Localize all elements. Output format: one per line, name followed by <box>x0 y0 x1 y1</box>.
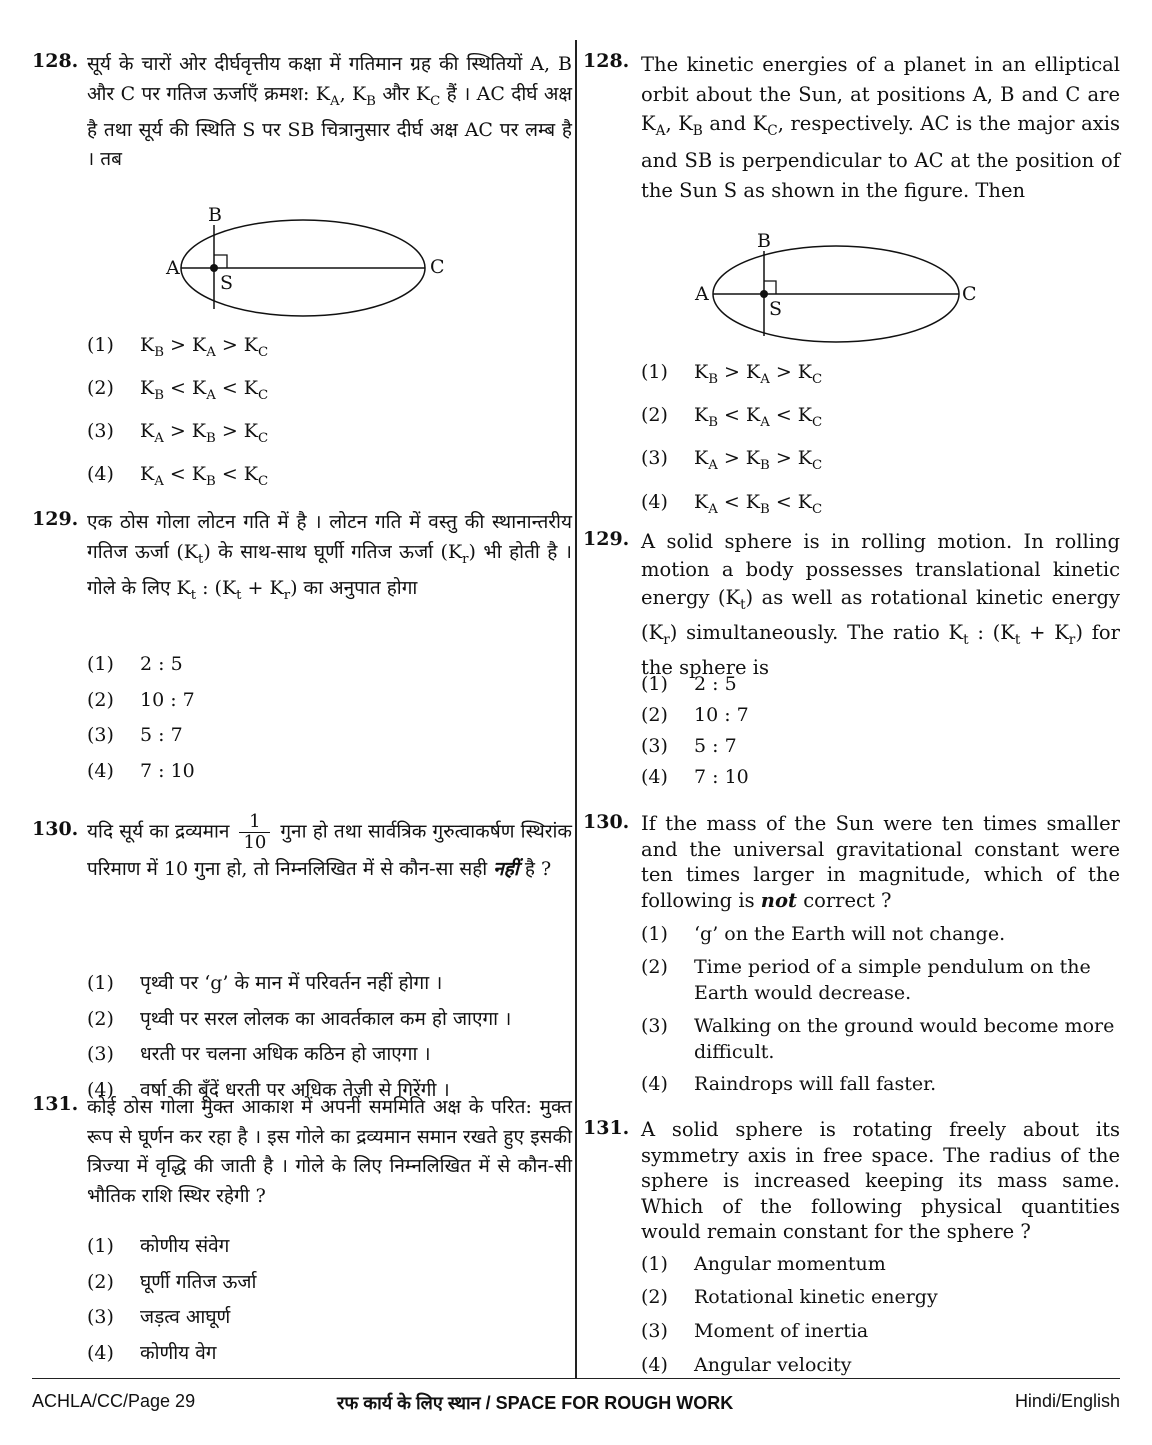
question-number: 128. <box>583 50 630 72</box>
label-a: A <box>166 257 180 279</box>
question-text: एक ठोस गोला लोटन गति में है । लोटन गति में वस्तु की स्थानान्तरीय गतिज ऊर्जा $(K_t)$ के साथ-साथ घूर्णी गतिज ऊर्जा $(K_r)$ भी होती है । गोले के लिए $K_t$ : $(K_t + K_r)$ का अनुपात होगा <box>87 511 573 603</box>
question-number: 128. <box>32 50 79 72</box>
orbit-figure <box>144 200 444 315</box>
label-c: C <box>430 256 445 278</box>
question-text: The kinetic energies of a planet in an elliptical orbit about the Sun, at positions A, B and C are $K_A$, $K_B$ and $K_C$, respectively. AC is the major axis and SB is perpendicular to AC at the position of the Sun S as shown in the figure. Then <box>641 53 1120 202</box>
question-text: कोई ठोस गोला मुक्त आकाश में अपनी सममिति अक्ष के परित: मुक्त रूप से घूर्णन कर रहा है । इस गोले का द्रव्यमान समान रखते हुए इसकी त्रिज्या में वृद्धि की जाती है । गोले के लिए निम्नलिखित में से कौन-सी भौतिक राशि स्थिर रहेगी ? <box>87 1096 572 1207</box>
sun-dot <box>210 264 218 272</box>
question-number: 129. <box>583 528 630 550</box>
label-a: A <box>695 283 709 305</box>
question-131-english: 131. A solid sphere is rotating freely about its symmetry axis in free space. The radius of the sphere is increased keeping its mass same. Which of the following physical quantities would remain constant for the sphere ? (1) Angular momentum (2) Rotational kinetic energy (3) Moment of inertia (4) Angular velocity <box>583 1117 1120 1376</box>
question-number: 129. <box>32 508 79 530</box>
label-s: S <box>220 272 234 294</box>
language-label: Hindi/English <box>1014 1391 1120 1411</box>
question-130-english: 130. If the mass of the Sun were ten times smaller and the universal gravitational constant were ten times larger in magnitude, which of the following is not correct ? (1) ‘g’ on the Earth will not change. (2) Time period of a simple pendulum on the Earth would decrease. (3) Walking on the ground would become more difficult. (4) Raindrops will fall faster. <box>583 811 1120 1095</box>
question-129-english: 129. A solid sphere is in rolling motion. In rolling motion a body possesses translational kinetic energy $(K_t)$ as well as rotational kinetic energy $(K_r)$ simultaneously. The ratio $K_t$ : $(K_t + K_r)$ for the sphere is (1) 2 : 5 (2) 10 : 7 (3) 5 : 7 (4) 7 : 10 <box>583 528 1120 788</box>
orbit-figure <box>694 220 994 340</box>
sun-dot <box>760 290 768 298</box>
question-130-hindi: 130. यदि सूर्य का द्रव्यमान $\frac{1}{10}$ गुना हो तथा सार्वत्रिक गुरुत्वाकर्षण स्थिरांक परिमाण में 10 गुना हो, तो निम्नलिखित में से कौन-सा सही नहीं है ? (1) पृथ्वी पर ‘g’ के मान में परिवर्तन नहीं होगा । (2) पृथ्वी पर सरल लोलक का आवर्तकाल कम हो जाएगा । (3) धरती पर चलना अधिक कठिन हो जाएगा । (4) वर्षा की बूँदें धरती पर अधिक तेज़ी से गिरेंगी । <box>32 811 573 1101</box>
page-footer <box>32 1378 1120 1429</box>
question-131-hindi: 131. कोई ठोस गोला मुक्त आकाश में अपनी सममिति अक्ष के परित: मुक्त रूप से घूर्णन कर रहा है । इस गोले का द्रव्यमान समान रखते हुए इसकी त्रिज्या में वृद्धि की जाती है । गोले के लिए निम्नलिखित में से कौन-सी भौतिक राशि स्थिर रहेगी ? (1) कोणीय संवेग (2) घूर्णी गतिज ऊर्जा (3) जड़त्व आघूर्ण (4) कोणीय वेग <box>32 1093 572 1364</box>
question-text: If the mass of the Sun were ten times smaller and the universal gravitational constant were ten times larger in magnitude, which of the following is not correct ? <box>641 812 1120 912</box>
question-text: सूर्य के चारों ओर दीर्घवृत्तीय कक्षा में गतिमान ग्रह की स्थितियों A, B और C पर गतिज ऊर्जाएँ क्रमश: $K_A$, $K_B$ और $K_C$ हैं । AC दीर्घ अक्ष है तथा सूर्य की स्थिति S पर SB चित्रानुसार दीर्घ अक्ष AC पर लम्ब है । तब <box>87 53 573 171</box>
label-b: B <box>208 204 222 226</box>
question-129-hindi: 129. एक ठोस गोला लोटन गति में है । लोटन गति में वस्तु की स्थानान्तरीय गतिज ऊर्जा $(K_t)$ के साथ-साथ घूर्णी गतिज ऊर्जा $(K_r)$ भी होती है । गोले के लिए $K_t$ : $(K_t + K_r)$ का अनुपात होगा (1) 2 : 5 (2) 10 : 7 (3) 5 : 7 (4) 7 : 10 <box>32 508 573 782</box>
question-number: 131. <box>32 1093 79 1115</box>
rough-work-label: रफ कार्य के लिए स्थान / SPACE FOR ROUGH WORK <box>337 1393 734 1413</box>
question-128-english: 128. The kinetic energies of a planet in an elliptical orbit about the Sun, at positions A, B and C are $K_A$, $K_B$ and $K_C$, respectively. AC is the major axis and SB is perpendicular to AC at the position of the Sun S as shown in the figure. Then A B C S (1) $K_B > K_A > K_C$ (2) $K_B < K_A < K_C$ (3) $K_A > K_B > K_C$ (4) $K_A < K_B < K_C$ <box>583 50 1120 517</box>
question-text: A solid sphere is rotating freely about its symmetry axis in free space. The radius of the sphere is increased keeping its mass same. Which of the following physical quantities would remain constant for the sphere ? <box>641 1118 1120 1243</box>
label-c: C <box>962 283 977 305</box>
page-code: ACHLA/CC/Page 29 <box>32 1391 196 1411</box>
column-divider <box>575 40 577 1378</box>
label-b: B <box>757 230 771 252</box>
question-text: A solid sphere is in rolling motion. In rolling motion a body possesses translational kinetic energy $(K_t)$ as well as rotational kinetic energy $(K_r)$ simultaneously. The ratio $K_t$ : $(K_t + K_r)$ for the sphere is <box>641 530 1120 679</box>
question-number: 131. <box>583 1117 630 1139</box>
label-s: S <box>769 298 783 320</box>
question-number: 130. <box>583 811 630 833</box>
question-number: 130. <box>32 818 79 840</box>
question-text: यदि सूर्य का द्रव्यमान $\frac{1}{10}$ गुना हो तथा सार्वत्रिक गुरुत्वाकर्षण स्थिरांक परिमाण में 10 गुना हो, तो निम्नलिखित में से कौन-सा सही नहीं है ? <box>87 811 573 880</box>
fraction-one-tenth: $\frac{1}{10}$ <box>239 812 270 853</box>
question-128-hindi: 128. सूर्य के चारों ओर दीर्घवृत्तीय कक्षा में गतिमान ग्रह की स्थितियों A, B और C पर गतिज ऊर्जाएँ क्रमश: $K_A$, $K_B$ और $K_C$ हैं । AC दीर्घ अक्ष है तथा सूर्य की स्थिति S पर SB चित्रानुसार दीर्घ अक्ष AC पर लम्ब है । तब A B C S (1) $K_B > K_A > K_C$ (2) $K_B < K_A < K_C$ (3) $K_A > K_B > K_C$ (4) $K_A < K_B < K_C$ <box>32 50 573 489</box>
